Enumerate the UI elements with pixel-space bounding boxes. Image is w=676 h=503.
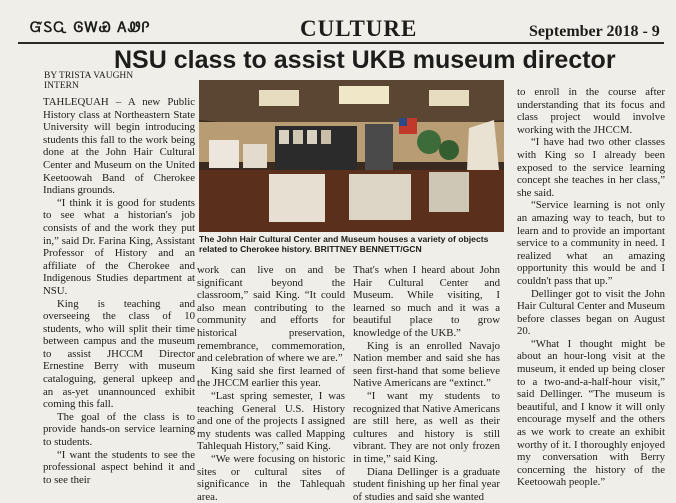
caption-text: The John Hair Cultural Center and Museum houses a variety of objects related to Cherokee history. — [199, 234, 488, 254]
column-3 — [353, 264, 500, 503]
paragraph: “I want the students to see the professional aspect behind it and to see their — [43, 449, 195, 487]
paragraph: King said she first learned of the JHCCM earlier this year. — [197, 365, 345, 390]
paragraph: “Service learning is not only an amazing way to teach, but to learn and to provide an important service to a community in need. I realized what an amazing opportunity this would be and I couldn't pass that up.” — [517, 199, 665, 287]
paragraph: “What I thought might be about an hour-long visit at the museum, it ended up being closer to a two-and-a-half-hour visit,” said Dellinger. “The museum is beautiful, and I know it will only encourage myself and the others as we work to create an exhibit worthy of it. I thoroughly enjoyed my conversation with Berry concerning the history of the Keetoowah people.” — [517, 338, 665, 489]
headline: NSU class to assist UKB museum director — [114, 46, 616, 75]
byline — [44, 71, 133, 91]
museum-photo — [199, 80, 504, 232]
paragraph: The goal of the class is to provide hands-on service learning to students. — [43, 411, 195, 449]
column-4 — [517, 86, 665, 489]
paragraph: to enroll in the course after understanding that its focus and class project would involve working with the JHCCM. — [517, 86, 665, 136]
photo-credit: BRITTNEY BENNETT/GCN — [314, 244, 421, 254]
nameplate: ᏳᏚᏩ ᎶᎳᏯ ᎪᏪᎵ — [30, 20, 151, 36]
byline-role: INTERN — [44, 81, 133, 91]
byline-name: BY TRISTA VAUGHN — [44, 71, 133, 81]
paragraph: King is an enrolled Navajo Nation member and said she has seen first-hand that some believe Native Americans are “extinct.” — [353, 340, 500, 390]
paragraph: Dellinger got to visit the John Hair Cultural Center and Museum before classes began on August 20. — [517, 288, 665, 338]
paragraph: That's when I heard about John Hair Cultural Center and Museum. While visiting, I learned so much and it was a beautiful place to grow knowledge of the UKB.” — [353, 264, 500, 340]
paragraph: Diana Dellinger is a graduate student finishing up her final year of studies and said she wanted — [353, 466, 500, 503]
paragraph: work can live on and be significant beyond the classroom,” said King. “It could also mean contributing to the community and efforts for historical preservation, remembrance, commemoration, and celebration of where we are.” — [197, 264, 345, 365]
paragraph: “Last spring semester, I was teaching General U.S. History and one of the projects I assigned my students was called Mapping Tahlequah History,” said King. — [197, 390, 345, 453]
date-page: September 2018 - 9 — [529, 23, 660, 41]
column-1 — [43, 96, 195, 486]
paragraph: “I want my students to recognized that Native Americans are still here, as well as their cultures and history is still vibrant. They are not only frozen in time,” said King. — [353, 390, 500, 466]
column-2 — [197, 264, 345, 503]
paragraph: King is teaching and overseeing the class of 10 students, who will split their time between campus and the museum to assist JHCCM Director Ernestine Berry with museum cataloguing, general upkeep and an as-yet unannounced exhibit coming this fall. — [43, 298, 195, 411]
section-title: CULTURE — [300, 16, 417, 42]
paragraph: TAHLEQUAH – A new Public History class at Northeastern State University will begin introducing students this fall to the work being done at the John Hair Cultural Center and Museum on the United Keetoowah Band of Cherokee Indians grounds. — [43, 96, 195, 197]
paragraph: “We were focusing on historic sites or cultural sites of significance in the Tahlequah area. — [197, 453, 345, 503]
paragraph: “I have had two other classes with King so I already been exposed to the service learning concept she teaches in her class,” she said. — [517, 136, 665, 199]
photo-caption — [199, 234, 504, 255]
paragraph: “I think it is good for students to see what a historian's job consists of and the work they put in,” said Dr. Farina King, Assistant Professor of History and an affiliate of the Cherokee and Indigenous Studies department at NSU. — [43, 197, 195, 298]
header-rule — [18, 42, 664, 44]
